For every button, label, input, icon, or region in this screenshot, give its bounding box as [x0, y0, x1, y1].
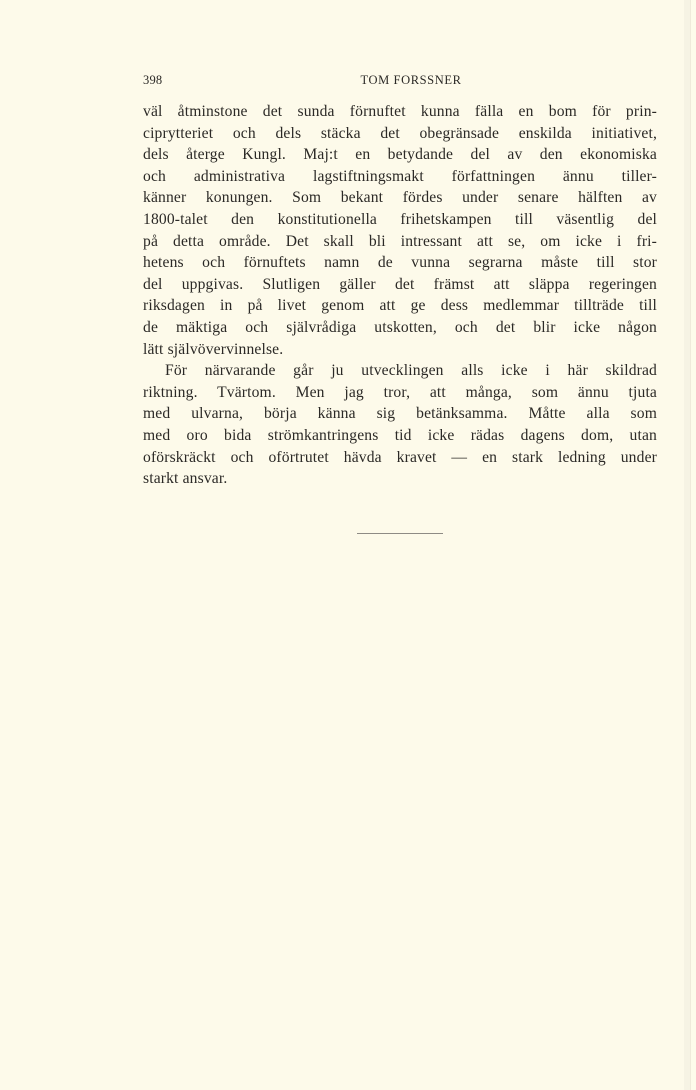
text-line: riktning. Tvärtom. Men jag tror, att många, som ännu tjuta [143, 383, 657, 401]
text-line: För närvarande går ju utvecklingen alls icke i här skildrad [165, 362, 657, 380]
paragraph-2 [143, 360, 657, 490]
text-line: på detta område. Det skall bli intressant att se, om icke i fri- [143, 232, 657, 250]
text-line: med oro bida strömkantringens tid icke rädas dagens dom, utan [143, 426, 657, 444]
text-line: del uppgivas. Slutligen gäller det främst att släppa regeringen [143, 275, 657, 293]
paragraph-1 [143, 101, 657, 360]
text-line: 1800-talet den konstitutionella frihetskampen till väsentlig del [143, 210, 657, 228]
text-line: känner konungen. Som bekant fördes under senare hälften av [143, 189, 657, 207]
text-line: riksdagen in på livet genom att ge dess medlemmar tillträde till [143, 297, 657, 315]
running-head [143, 72, 657, 88]
text-line: ciprytteriet och dels stäcka det obegränsade enskilda initiativet, [143, 124, 657, 142]
running-head-author: TOM FORSSNER [360, 73, 462, 87]
text-line: dels återge Kungl. Maj:t en betydande del av den ekonomiska [143, 146, 657, 164]
end-of-article-rule [357, 533, 443, 534]
text-line: de mäktiga och självrådiga utskotten, och det blir icke någon [143, 318, 657, 336]
page-number: 398 [143, 73, 163, 87]
body-text [143, 101, 657, 490]
text-line: oförskräckt och oförtrutet hävda kravet — en stark ledning under [143, 448, 657, 466]
text-line: hetens och förnuftets namn de vunna segrarna måste till stor [143, 254, 657, 272]
text-line: starkt ansvar. [143, 470, 228, 488]
text-line: lätt självövervinnelse. [143, 340, 284, 358]
text-line: med ulvarna, börja känna sig betänksamma. Måtte alla som [143, 405, 657, 423]
page-edge [684, 0, 690, 1090]
text-line: och administrativa lagstiftningsmakt författningen ännu tiller- [143, 167, 657, 185]
text-line: väl åtminstone det sunda förnuftet kunna fälla en bom för prin- [143, 103, 657, 120]
